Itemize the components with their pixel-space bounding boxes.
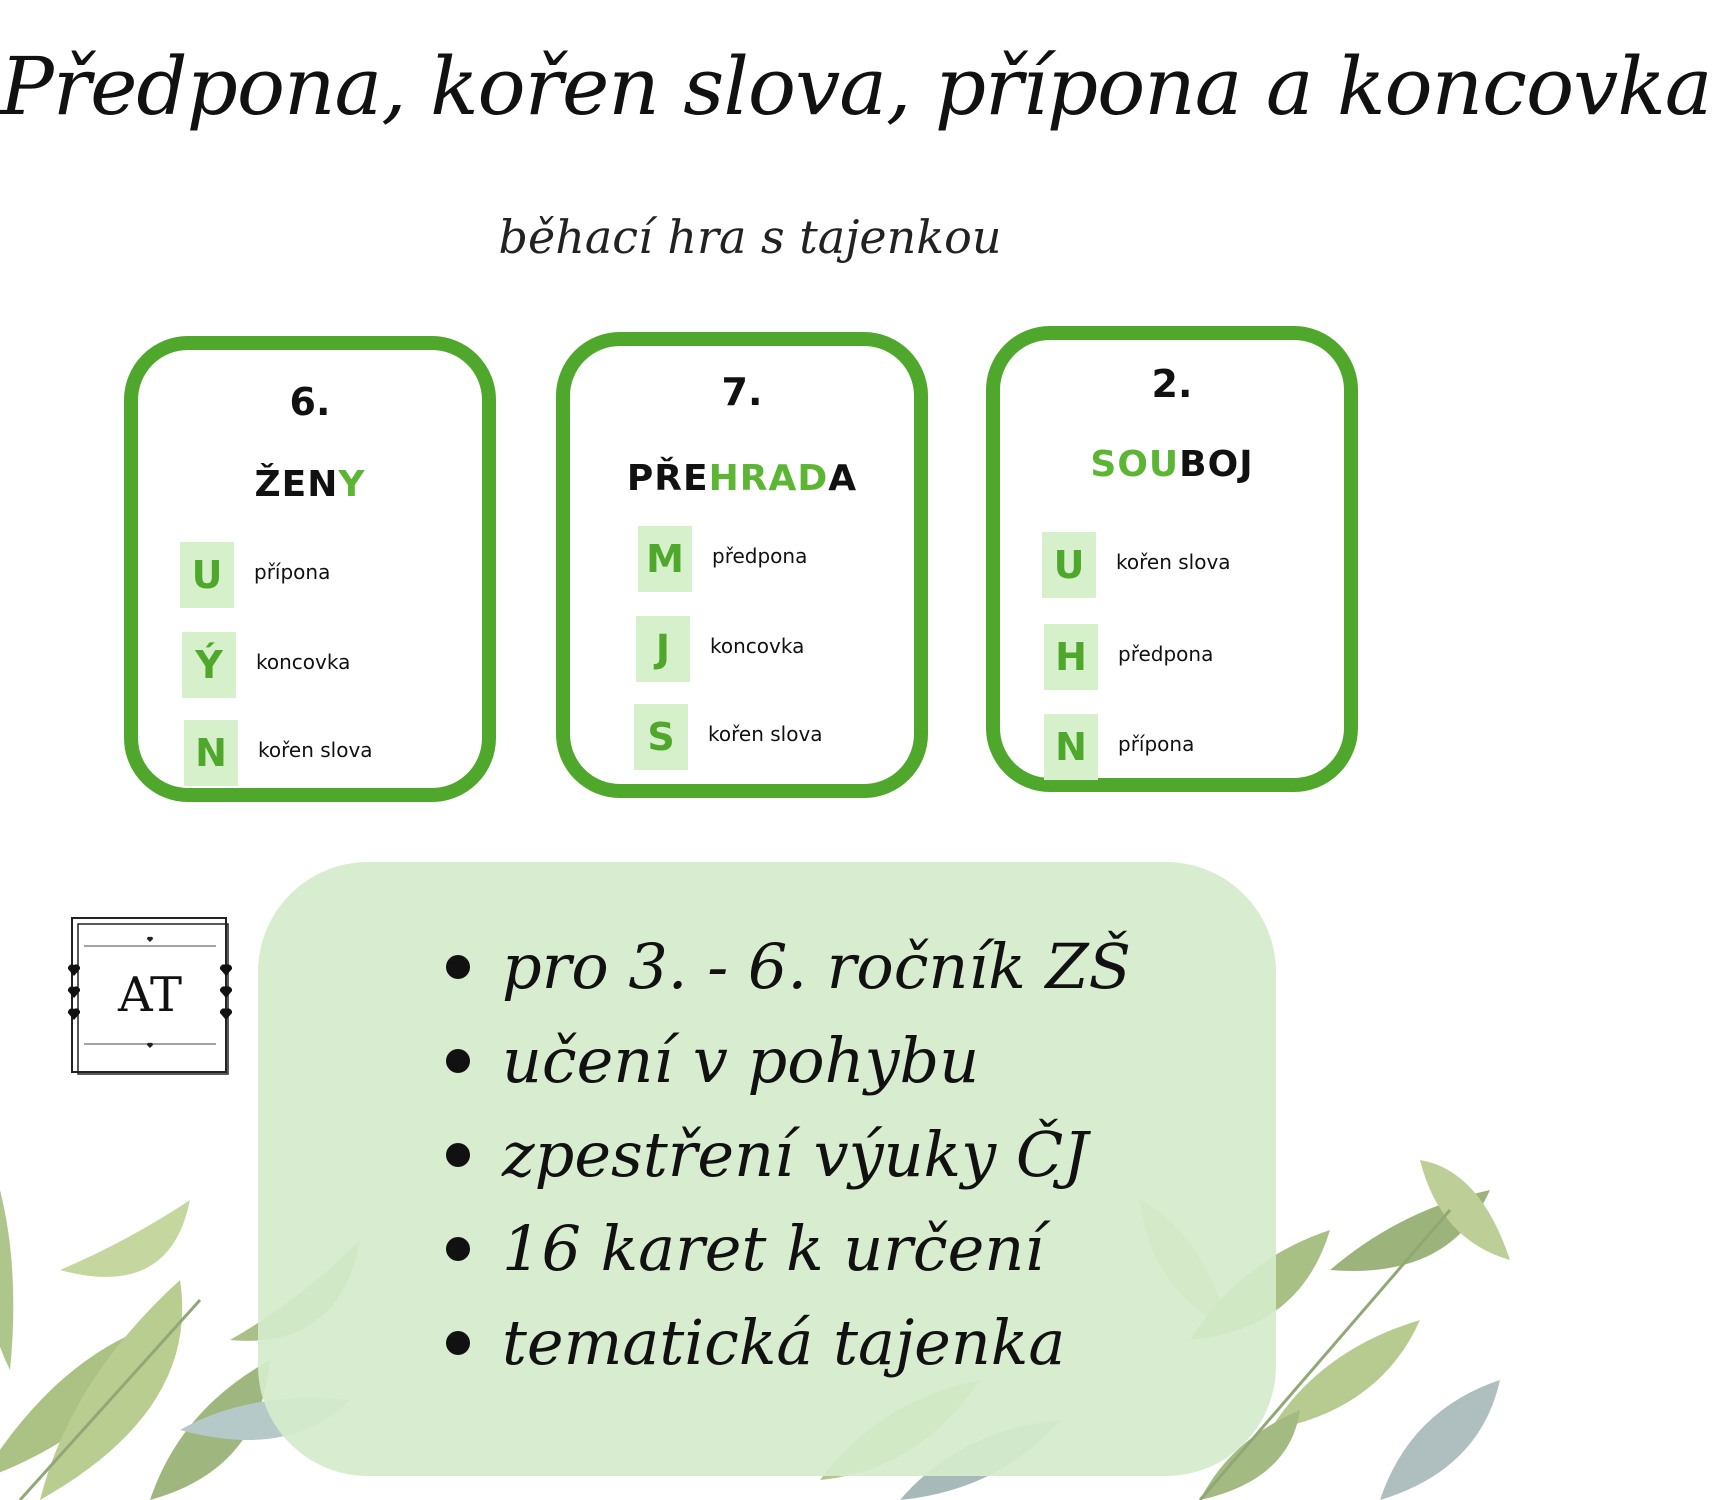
feature-text: pro 3. - 6. ročník ZŠ xyxy=(502,930,1132,1003)
option-letter: U xyxy=(1042,532,1096,598)
logo-text: AT xyxy=(117,967,183,1023)
bullet-icon xyxy=(446,1143,470,1167)
feature-list xyxy=(440,920,1131,1390)
card-number: 6. xyxy=(289,380,331,424)
bullet-icon xyxy=(446,1237,470,1261)
word-part: A xyxy=(828,458,858,499)
subtitle: běhací hra s tajenkou xyxy=(498,210,1002,264)
feature-text: 16 karet k určení xyxy=(502,1212,1045,1285)
at-logo xyxy=(70,916,230,1076)
feature-text: tematická tajenka xyxy=(502,1306,1066,1379)
feature-item xyxy=(440,1108,1131,1202)
word-part: BOJ xyxy=(1179,444,1254,485)
option-letter: H xyxy=(1044,624,1098,690)
bullet-icon xyxy=(446,1331,470,1355)
feature-text: zpestření výuky ČJ xyxy=(502,1118,1089,1191)
feature-item xyxy=(440,1014,1131,1108)
option-letter: J xyxy=(636,616,690,682)
card-word xyxy=(138,464,482,505)
card-word xyxy=(570,458,914,499)
word-part: ŽEN xyxy=(254,464,339,505)
option-label: koncovka xyxy=(710,634,805,658)
card-word xyxy=(1000,444,1344,485)
card-2 xyxy=(986,326,1358,792)
option-letter: N xyxy=(184,720,238,786)
option-letter: Ý xyxy=(182,632,236,698)
option-letter: M xyxy=(638,526,692,592)
option-label: koncovka xyxy=(256,650,351,674)
option-label: předpona xyxy=(712,544,808,568)
feature-item xyxy=(440,1202,1131,1296)
bullet-icon xyxy=(446,1049,470,1073)
bullet-icon xyxy=(446,955,470,979)
option-label: kořen slova xyxy=(708,722,823,746)
option-label: přípona xyxy=(1118,732,1195,756)
option-letter: U xyxy=(180,542,234,608)
word-part: HRAD xyxy=(708,458,829,499)
option-label: přípona xyxy=(254,560,331,584)
word-part: PŘE xyxy=(626,458,709,499)
feature-text: učení v pohybu xyxy=(502,1024,980,1097)
card-number: 2. xyxy=(1151,362,1193,406)
word-part: SOU xyxy=(1090,444,1180,485)
card-6 xyxy=(124,336,496,802)
option-letter: S xyxy=(634,704,688,770)
feature-item xyxy=(440,920,1131,1014)
card-number: 7. xyxy=(721,370,763,414)
title: Předpona, kořen slova, přípona a koncovka xyxy=(0,40,1712,133)
option-label: kořen slova xyxy=(258,738,373,762)
feature-item xyxy=(440,1296,1131,1390)
option-label: předpona xyxy=(1118,642,1214,666)
word-part: Y xyxy=(338,464,366,505)
option-label: kořen slova xyxy=(1116,550,1231,574)
card-7 xyxy=(556,332,928,798)
option-letter: N xyxy=(1044,714,1098,780)
